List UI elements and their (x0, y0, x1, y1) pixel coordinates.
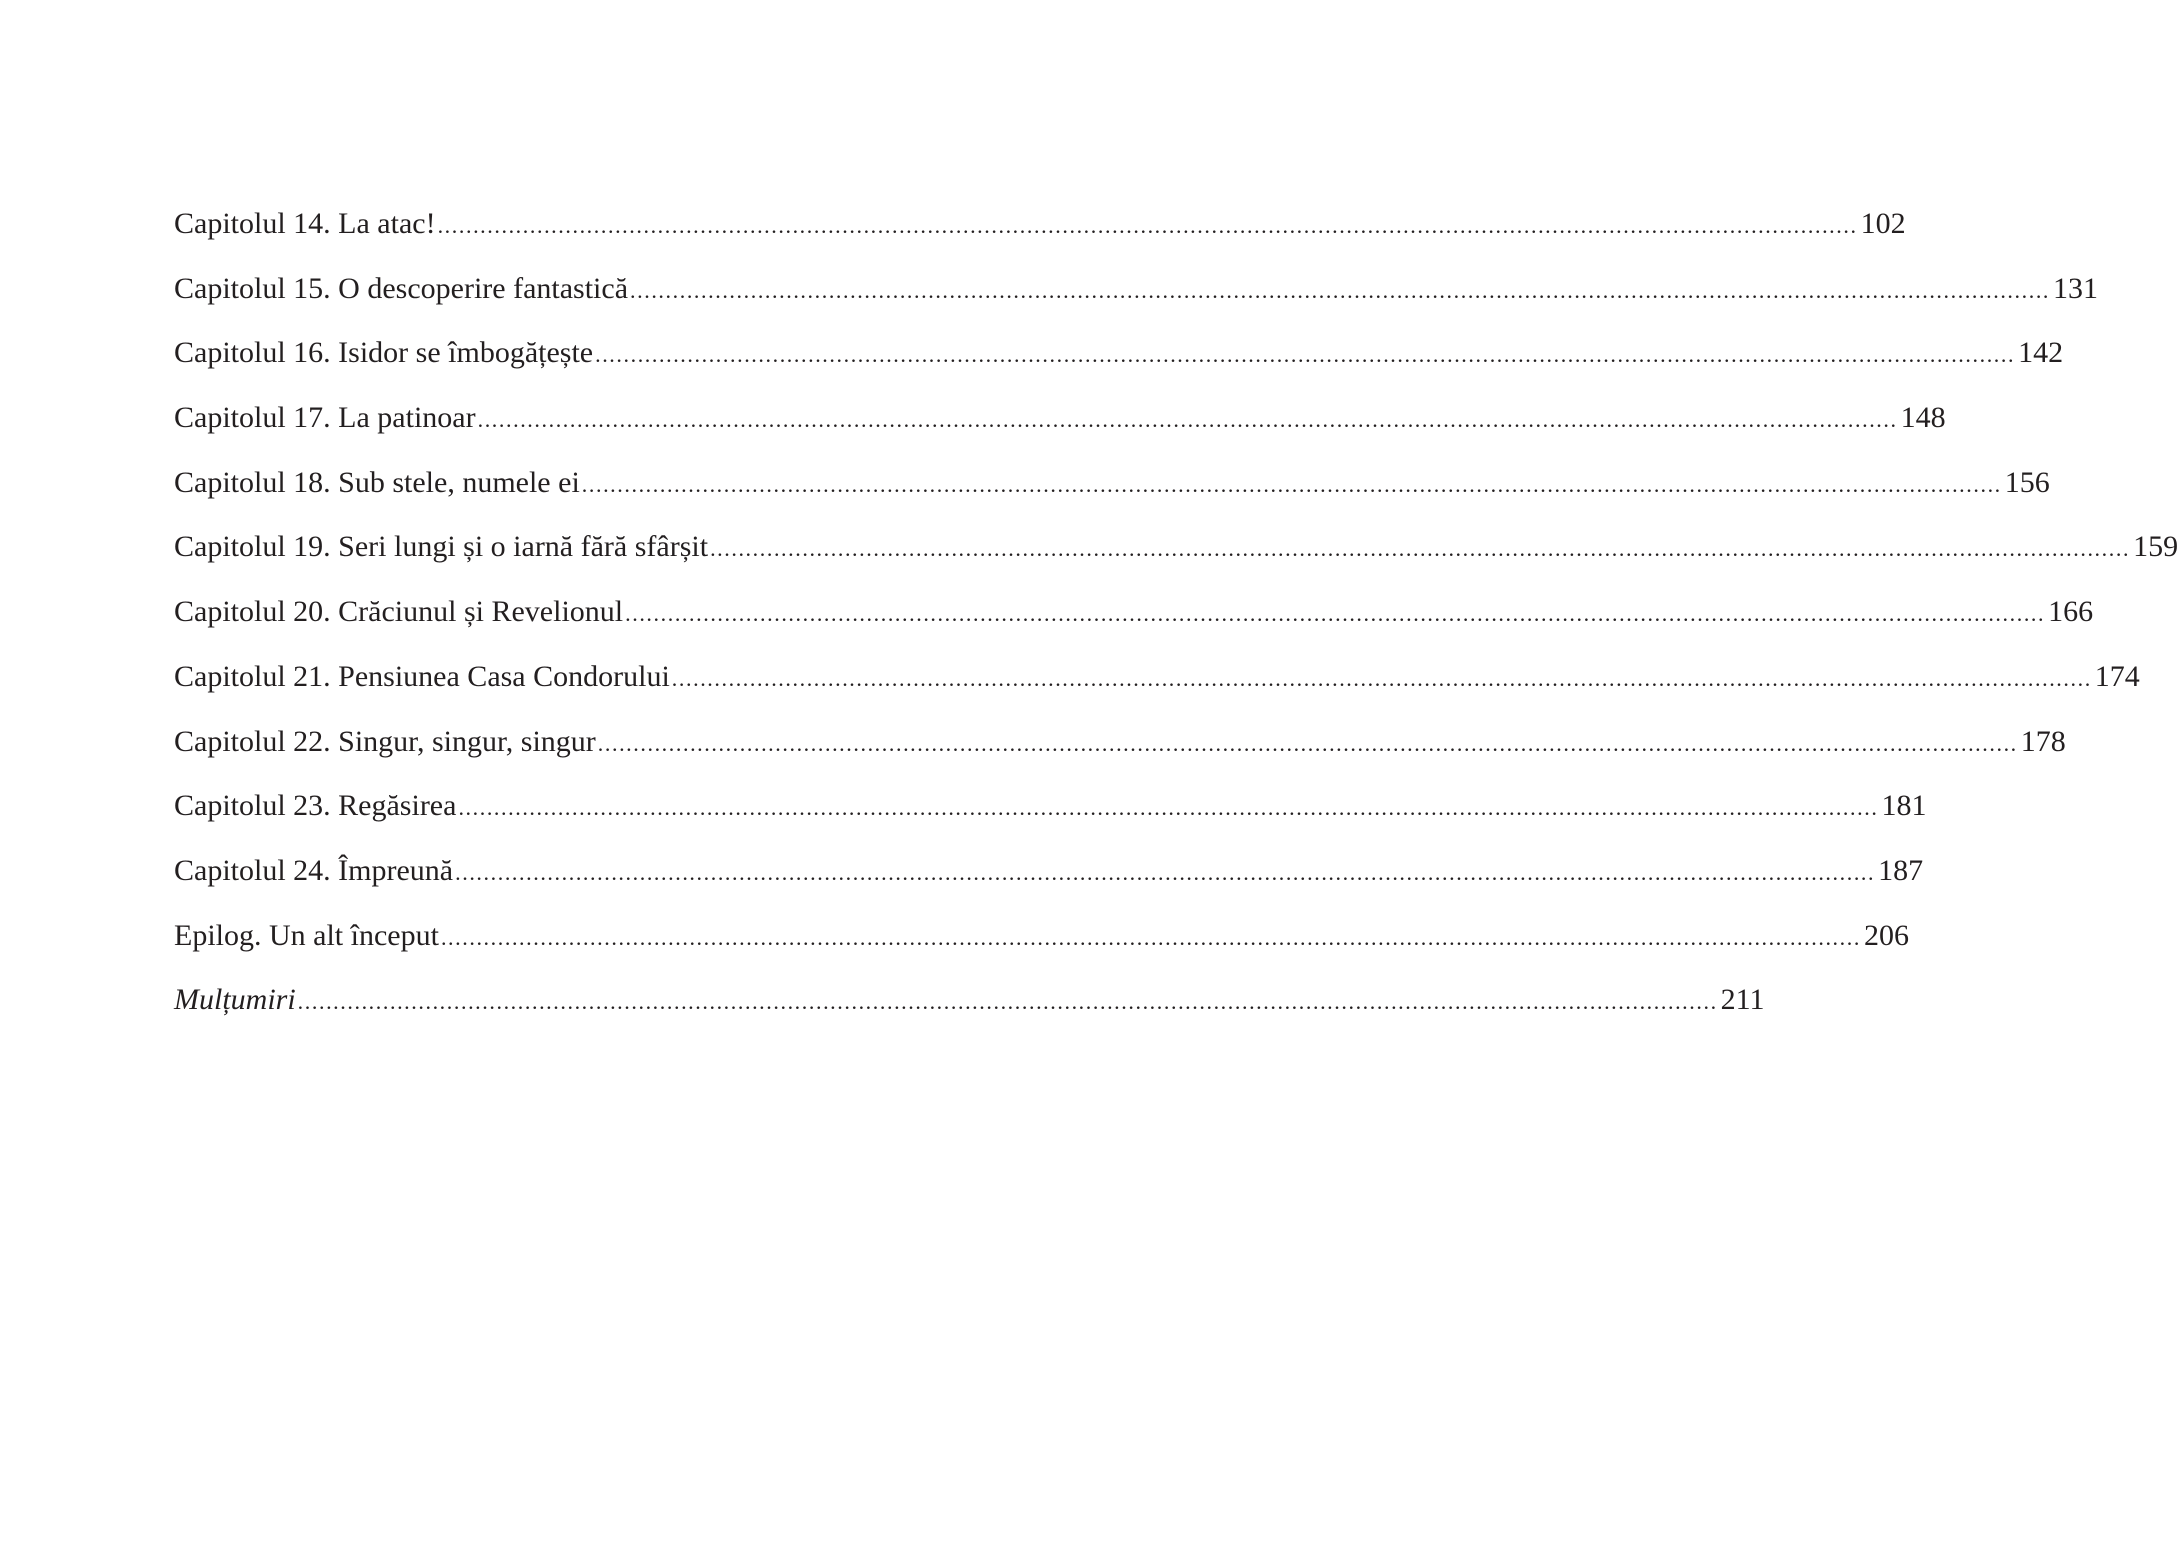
chapter-title: Capitolul 22. Singur, singur, singur (174, 724, 596, 758)
toc-entry[interactable] (174, 396, 1946, 461)
dot-leader: ........................................................................................................................................................................................................ (458, 795, 1879, 821)
dot-leader: ........................................................................................................................................................................................................ (625, 601, 2046, 627)
dot-leader: ........................................................................................................................................................................................................ (671, 665, 2092, 691)
chapter-title: Capitolul 20. Crăciunul și Revelionul (174, 595, 624, 629)
dot-leader: ........................................................................................................................................................................................................ (630, 277, 2051, 303)
page-number: 181 (1881, 789, 1927, 823)
page-number: 156 (2004, 465, 2050, 499)
dot-leader: ........................................................................................................................................................................................................ (437, 213, 1858, 238)
dot-leader: ........................................................................................................................................................................................................ (581, 471, 2002, 497)
chapter-title: Capitolul 16. Isidor se îmbogățește (174, 336, 594, 370)
dot-leader: ........................................................................................................................................................................................................ (297, 989, 1718, 1015)
dot-leader: ........................................................................................................................................................................................................ (455, 859, 1876, 885)
dot-leader: ........................................................................................................................................................................................................ (477, 407, 1898, 433)
page-number: 187 (1878, 853, 1924, 887)
toc-entry[interactable] (174, 914, 1909, 979)
toc-entry[interactable] (174, 525, 2178, 590)
epilogue-title: Epilog. Un alt început (174, 918, 439, 952)
page-number: 211 (1720, 983, 1765, 1017)
toc-entry[interactable] (174, 331, 2064, 396)
chapter-title: Capitolul 14. La atac! (174, 207, 436, 240)
toc-entry[interactable] (174, 461, 2050, 526)
toc-entry[interactable] (174, 202, 1906, 267)
chapter-title: Capitolul 24. Împreună (174, 853, 454, 887)
chapter-title: Capitolul 18. Sub stele, numele ei (174, 465, 580, 499)
dot-leader: ........................................................................................................................................................................................................ (595, 342, 2016, 368)
toc-entry[interactable] (174, 655, 2140, 720)
toc-entry[interactable] (174, 590, 2094, 655)
page-number: 142 (2018, 336, 2064, 370)
page-number: 178 (2020, 724, 2066, 758)
toc-entry[interactable] (174, 849, 1924, 914)
chapter-title: Capitolul 21. Pensiunea Casa Condorului (174, 659, 670, 693)
chapter-title: Capitolul 23. Regăsirea (174, 789, 457, 823)
toc-entry[interactable] (174, 978, 1765, 1043)
chapter-title: Capitolul 19. Seri lungi și o iarnă fără sfârșit (174, 530, 709, 564)
acknowledgements-title: Mulțumiri (174, 983, 296, 1017)
chapter-title: Capitolul 15. O descoperire fantastică (174, 271, 629, 305)
page-number: 102 (1860, 207, 1906, 240)
page-number: 131 (2053, 271, 2099, 305)
toc-entry[interactable] (174, 720, 2066, 785)
dot-leader: ........................................................................................................................................................................................................ (597, 730, 2018, 756)
dot-leader: ........................................................................................................................................................................................................ (440, 924, 1861, 950)
page-number: 206 (1863, 918, 1909, 952)
toc-entry[interactable] (174, 267, 2099, 332)
chapter-title: Capitolul 17. La patinoar (174, 401, 476, 435)
page-number: 166 (2048, 595, 2094, 629)
dot-leader: ........................................................................................................................................................................................................ (710, 536, 2131, 562)
table-of-contents (174, 202, 2178, 1043)
page-number: 174 (2094, 659, 2140, 693)
toc-entry[interactable] (174, 784, 1927, 849)
page-number: 148 (1900, 401, 1946, 435)
page-number: 159 (2133, 530, 2178, 564)
